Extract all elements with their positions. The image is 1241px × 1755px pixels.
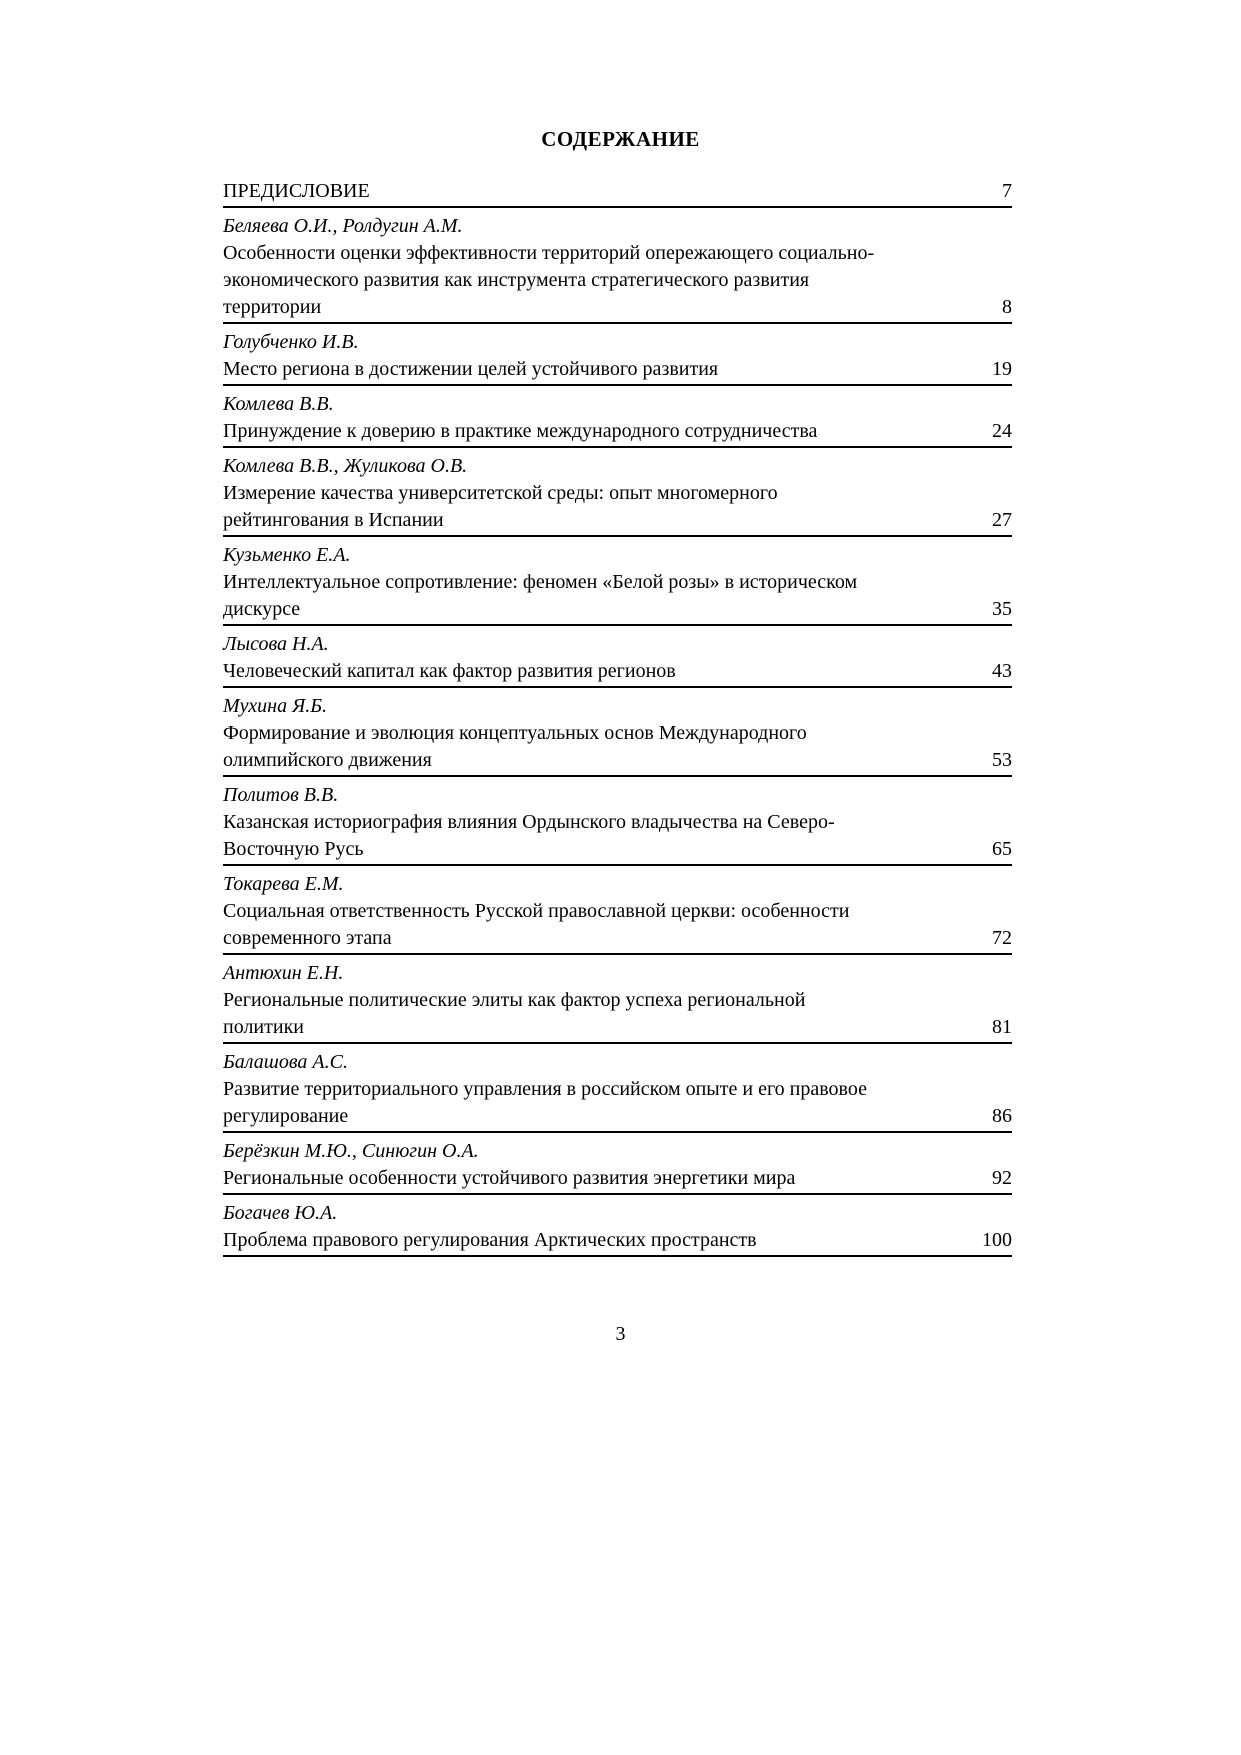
toc-entry[interactable] — [223, 780, 1012, 866]
toc-entry-page-number: 43 — [992, 660, 1012, 682]
toc-entry-page-number: 86 — [992, 1105, 1012, 1127]
toc-entry-page-number: 24 — [992, 420, 1012, 442]
toc-entry-title-line: Региональные политические элиты как фактор успеха региональной — [223, 989, 806, 1011]
toc-entry-page-number: 8 — [1002, 296, 1012, 318]
toc-entry-preface[interactable] — [223, 176, 1012, 208]
toc-entry-page-number: 7 — [1002, 180, 1012, 202]
toc-entry-authors: Токарева Е.М. — [223, 873, 344, 895]
toc-entry[interactable] — [223, 211, 1012, 324]
toc-entry[interactable] — [223, 629, 1012, 688]
toc-entry-page-number: 81 — [992, 1016, 1012, 1038]
toc-entry-page-number: 92 — [992, 1167, 1012, 1189]
toc-entry[interactable] — [223, 1198, 1012, 1257]
toc-entry-authors: Кузьменко Е.А. — [223, 544, 351, 566]
toc-entry-authors: Берёзкин М.Ю., Синюгин О.А. — [223, 1140, 479, 1162]
toc-entry-authors: Антюхин Е.Н. — [223, 962, 344, 984]
toc-entry-title-line: территории — [223, 296, 322, 318]
toc-entry-title-line: Особенности оценки эффективности территорий опережающего социально- — [223, 242, 875, 264]
toc-entry[interactable] — [223, 1136, 1012, 1195]
toc-entry[interactable] — [223, 958, 1012, 1044]
toc-entry-title-line: Интеллектуальное сопротивление: феномен «Белой розы» в историческом — [223, 571, 858, 593]
toc-entry-title-line: Человеческий капитал как фактор развития регионов — [223, 660, 676, 682]
toc-entry-page-number: 35 — [992, 598, 1012, 620]
toc-entry-title-line: Развитие территориального управления в российском опыте и его правовое — [223, 1078, 867, 1100]
toc-entry[interactable] — [223, 1047, 1012, 1133]
toc-entry-authors: Голубченко И.В. — [223, 331, 359, 353]
toc-entry-title-line: олимпийского движения — [223, 749, 432, 771]
toc-entry-page-number: 72 — [992, 927, 1012, 949]
toc-entry[interactable] — [223, 327, 1012, 386]
toc-entry-title-line: экономического развития как инструмента стратегического развития — [223, 269, 810, 291]
toc-entry-authors: Комлева В.В., Жуликова О.В. — [223, 455, 468, 477]
toc-entry[interactable] — [223, 451, 1012, 537]
toc-entry-page-number: 65 — [992, 838, 1012, 860]
page-number: 3 — [615, 1323, 626, 1345]
toc-entry-authors: Беляева О.И., Ролдугин А.М. — [223, 215, 463, 237]
toc-entry-authors: Богачев Ю.А. — [223, 1202, 338, 1224]
toc-entry-title-line: Социальная ответственность Русской православной церкви: особенности — [223, 900, 850, 922]
toc-entry-page-number: 27 — [992, 509, 1012, 531]
toc-entry-title-line: Проблема правового регулирования Арктических пространств — [223, 1229, 757, 1251]
toc-entry-authors: Мухина Я.Б. — [223, 695, 328, 717]
toc-entry-title-line: Региональные особенности устойчивого развития энергетики мира — [223, 1167, 796, 1189]
toc-entry[interactable] — [223, 691, 1012, 777]
page-title: СОДЕРЖАНИЕ — [541, 127, 700, 151]
toc-entry-title-line: Принуждение к доверию в практике международного сотрудничества — [223, 420, 818, 442]
toc-entry-authors: Политов В.В. — [223, 784, 339, 806]
toc-entry[interactable] — [223, 389, 1012, 448]
toc-entry-authors: Балашова А.С. — [223, 1051, 348, 1073]
toc-entry-page-number: 19 — [992, 358, 1012, 380]
toc-entry-title-line: политики — [223, 1016, 304, 1038]
toc-entry[interactable] — [223, 869, 1012, 955]
toc-entry-title-line: рейтингования в Испании — [223, 509, 444, 531]
toc-entry-title-line: современного этапа — [223, 927, 392, 949]
toc-entry-title-line: Измерение качества университетской среды: опыт многомерного — [223, 482, 778, 504]
toc-entry-authors: Комлева В.В. — [223, 393, 334, 415]
toc-entry-title-line: регулирование — [223, 1105, 349, 1127]
toc-entry-page-number: 53 — [992, 749, 1012, 771]
table-of-contents — [223, 176, 1012, 1260]
toc-entry-authors: Лысова Н.А. — [223, 633, 329, 655]
toc-entry-title-line: Восточную Русь — [223, 838, 364, 860]
toc-entry-title-line: ПРЕДИСЛОВИЕ — [223, 180, 370, 202]
toc-entry-title-line: Казанская историография влияния Ордынского владычества на Северо- — [223, 811, 835, 833]
toc-entry-page-number: 100 — [982, 1229, 1012, 1251]
toc-entry-title-line: Место региона в достижении целей устойчивого развития — [223, 358, 719, 380]
toc-entry-title-line: Формирование и эволюция концептуальных основ Международного — [223, 722, 807, 744]
toc-entry-title-line: дискурсе — [223, 598, 301, 620]
toc-entry[interactable] — [223, 540, 1012, 626]
